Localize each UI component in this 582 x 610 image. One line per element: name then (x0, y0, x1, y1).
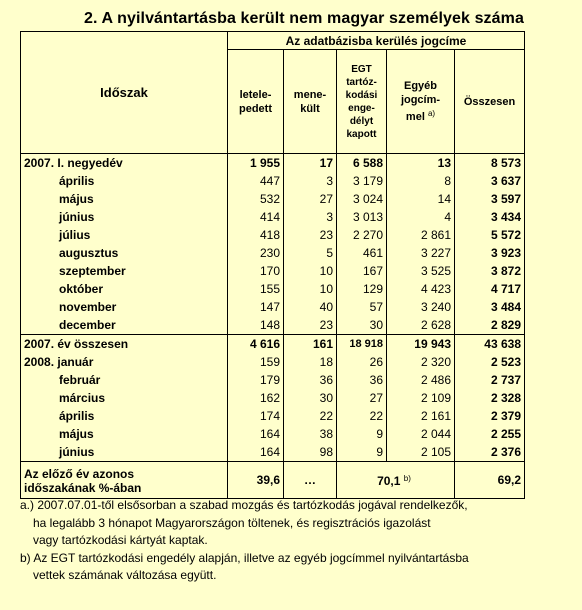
row-label: június (21, 443, 228, 462)
col-header-refugee: mene- kült (284, 50, 337, 154)
table-row (21, 190, 525, 208)
table-row (21, 154, 525, 173)
cell-other: 4 (387, 208, 455, 226)
cell-eea-permit: 18 918 (337, 335, 387, 354)
cell-eea-permit: 3 024 (337, 190, 387, 208)
comparison-total: 69,2 (455, 462, 525, 499)
group-header: Az adatbázisba kerülés jogcíme (228, 32, 525, 50)
cell-other: 19 943 (387, 335, 455, 354)
cell-settled: 418 (228, 226, 284, 244)
cell-settled: 164 (228, 425, 284, 443)
cell-settled: 4 616 (228, 335, 284, 354)
cell-settled: 179 (228, 371, 284, 389)
row-label: 2007. I. negyedév (21, 154, 228, 173)
cell-other: 3 227 (387, 244, 455, 262)
cell-settled: 174 (228, 407, 284, 425)
cell-eea-permit: 26 (337, 353, 387, 371)
table-row (21, 226, 525, 244)
cell-other: 2 044 (387, 425, 455, 443)
row-label: december (21, 316, 228, 335)
cell-settled: 147 (228, 298, 284, 316)
cell-refugee: 161 (284, 335, 337, 354)
cell-total: 2 376 (455, 443, 525, 462)
cell-refugee: 10 (284, 262, 337, 280)
comparison-eea-other: 70,1 $^{b)}$ (337, 462, 455, 499)
cell-total: 3 637 (455, 172, 525, 190)
row-label: október (21, 280, 228, 298)
cell-eea-permit: 3 179 (337, 172, 387, 190)
comparison-settled: 39,6 (228, 462, 284, 499)
cell-eea-permit: 129 (337, 280, 387, 298)
cell-settled: 162 (228, 389, 284, 407)
cell-other: 2 486 (387, 371, 455, 389)
cell-other: 4 423 (387, 280, 455, 298)
cell-refugee: 98 (284, 443, 337, 462)
cell-other: 14 (387, 190, 455, 208)
period-header: Időszak (21, 32, 228, 154)
row-label: március (21, 389, 228, 407)
comparison-row (21, 462, 525, 499)
cell-eea-permit: 3 013 (337, 208, 387, 226)
table-row (21, 335, 525, 354)
cell-other: 2 161 (387, 407, 455, 425)
cell-eea-permit: 22 (337, 407, 387, 425)
table-row (21, 407, 525, 425)
table-row (21, 443, 525, 462)
cell-refugee: 10 (284, 280, 337, 298)
cell-total: 5 572 (455, 226, 525, 244)
cell-settled: 148 (228, 316, 284, 335)
col-header-total: Összesen (455, 50, 525, 154)
cell-total: 2 328 (455, 389, 525, 407)
cell-total: 2 379 (455, 407, 525, 425)
table-row (21, 280, 525, 298)
cell-total: 2 523 (455, 353, 525, 371)
cell-eea-permit: 6 588 (337, 154, 387, 173)
cell-total: 2 829 (455, 316, 525, 335)
data-table (20, 31, 525, 499)
table-row (21, 244, 525, 262)
cell-eea-permit: 461 (337, 244, 387, 262)
cell-other: 3 240 (387, 298, 455, 316)
cell-settled: 414 (228, 208, 284, 226)
cell-other: 2 861 (387, 226, 455, 244)
cell-total: 3 597 (455, 190, 525, 208)
table-row (21, 316, 525, 335)
cell-total: 3 484 (455, 298, 525, 316)
cell-refugee: 3 (284, 172, 337, 190)
table-row (21, 425, 525, 443)
cell-refugee: 22 (284, 407, 337, 425)
row-label: november (21, 298, 228, 316)
cell-total: 3 872 (455, 262, 525, 280)
cell-settled: 532 (228, 190, 284, 208)
cell-other: 2 320 (387, 353, 455, 371)
cell-settled: 447 (228, 172, 284, 190)
table-row (21, 298, 525, 316)
row-label: április (21, 407, 228, 425)
cell-refugee: 3 (284, 208, 337, 226)
row-label: április (21, 172, 228, 190)
row-label: augusztus (21, 244, 228, 262)
footnotes (20, 497, 578, 585)
table-row (21, 208, 525, 226)
row-label: május (21, 425, 228, 443)
cell-refugee: 17 (284, 154, 337, 173)
table-body (21, 154, 525, 499)
comparison-refugee: … (284, 462, 337, 499)
row-label: 2007. év összesen (21, 335, 228, 354)
cell-refugee: 38 (284, 425, 337, 443)
cell-refugee: 36 (284, 371, 337, 389)
row-label: július (21, 226, 228, 244)
cell-eea-permit: 36 (337, 371, 387, 389)
cell-refugee: 23 (284, 226, 337, 244)
cell-settled: 1 955 (228, 154, 284, 173)
col-header-other: Egyéb jogcím- mel $^{a)}$ (387, 50, 455, 154)
row-label: február (21, 371, 228, 389)
footnote-b-line: vettek számának változása együtt. (33, 568, 217, 582)
table-row (21, 353, 525, 371)
cell-other: 3 525 (387, 262, 455, 280)
cell-total: 3 434 (455, 208, 525, 226)
footnote-a-line: a.) 2007.07.01-től elsősorban a szabad mozgás és tartózkodás jogával rendelkezők, (20, 498, 468, 512)
col-header-settled: letele- pedett (228, 50, 284, 154)
row-label: május (21, 190, 228, 208)
cell-settled: 230 (228, 244, 284, 262)
col-header-eea-permit: EGT tartóz- kodási enge- délyt kapott (337, 50, 387, 154)
cell-total: 2 255 (455, 425, 525, 443)
comparison-label: Az előző év azonos időszakának %-ában (21, 462, 228, 499)
cell-refugee: 40 (284, 298, 337, 316)
cell-other: 8 (387, 172, 455, 190)
cell-refugee: 5 (284, 244, 337, 262)
cell-total: 3 923 (455, 244, 525, 262)
cell-eea-permit: 9 (337, 443, 387, 462)
cell-total: 43 638 (455, 335, 525, 354)
cell-settled: 164 (228, 443, 284, 462)
table-row (21, 172, 525, 190)
cell-total: 2 737 (455, 371, 525, 389)
cell-refugee: 18 (284, 353, 337, 371)
cell-eea-permit: 2 270 (337, 226, 387, 244)
cell-eea-permit: 9 (337, 425, 387, 443)
cell-other: 2 109 (387, 389, 455, 407)
cell-other: 2 628 (387, 316, 455, 335)
row-label: 2008. január (21, 353, 228, 371)
table-row (21, 389, 525, 407)
cell-refugee: 27 (284, 190, 337, 208)
cell-settled: 155 (228, 280, 284, 298)
cell-other: 2 105 (387, 443, 455, 462)
cell-other: 13 (387, 154, 455, 173)
table-title: 2. A nyilvántartásba került nem magyar személyek száma (84, 10, 524, 27)
cell-total: 4 717 (455, 280, 525, 298)
table-row (21, 371, 525, 389)
footnote-a-line: vagy tartózkodási kártyát kaptak. (33, 533, 208, 547)
cell-settled: 159 (228, 353, 284, 371)
footnote-a-line: ha legalább 3 hónapot Magyarországon töltenek, és regisztrációs igazolást (33, 515, 431, 530)
cell-eea-permit: 30 (337, 316, 387, 335)
cell-settled: 170 (228, 262, 284, 280)
row-label: szeptember (21, 262, 228, 280)
cell-refugee: 23 (284, 316, 337, 335)
table-row (21, 262, 525, 280)
footnote-b-line: b) Az EGT tartózkodási engedély alapján, illetve az egyéb jogcímmel nyilvántartásba (20, 550, 469, 565)
cell-eea-permit: 57 (337, 298, 387, 316)
row-label: június (21, 208, 228, 226)
cell-refugee: 30 (284, 389, 337, 407)
cell-eea-permit: 27 (337, 389, 387, 407)
cell-total: 8 573 (455, 154, 525, 173)
cell-eea-permit: 167 (337, 262, 387, 280)
